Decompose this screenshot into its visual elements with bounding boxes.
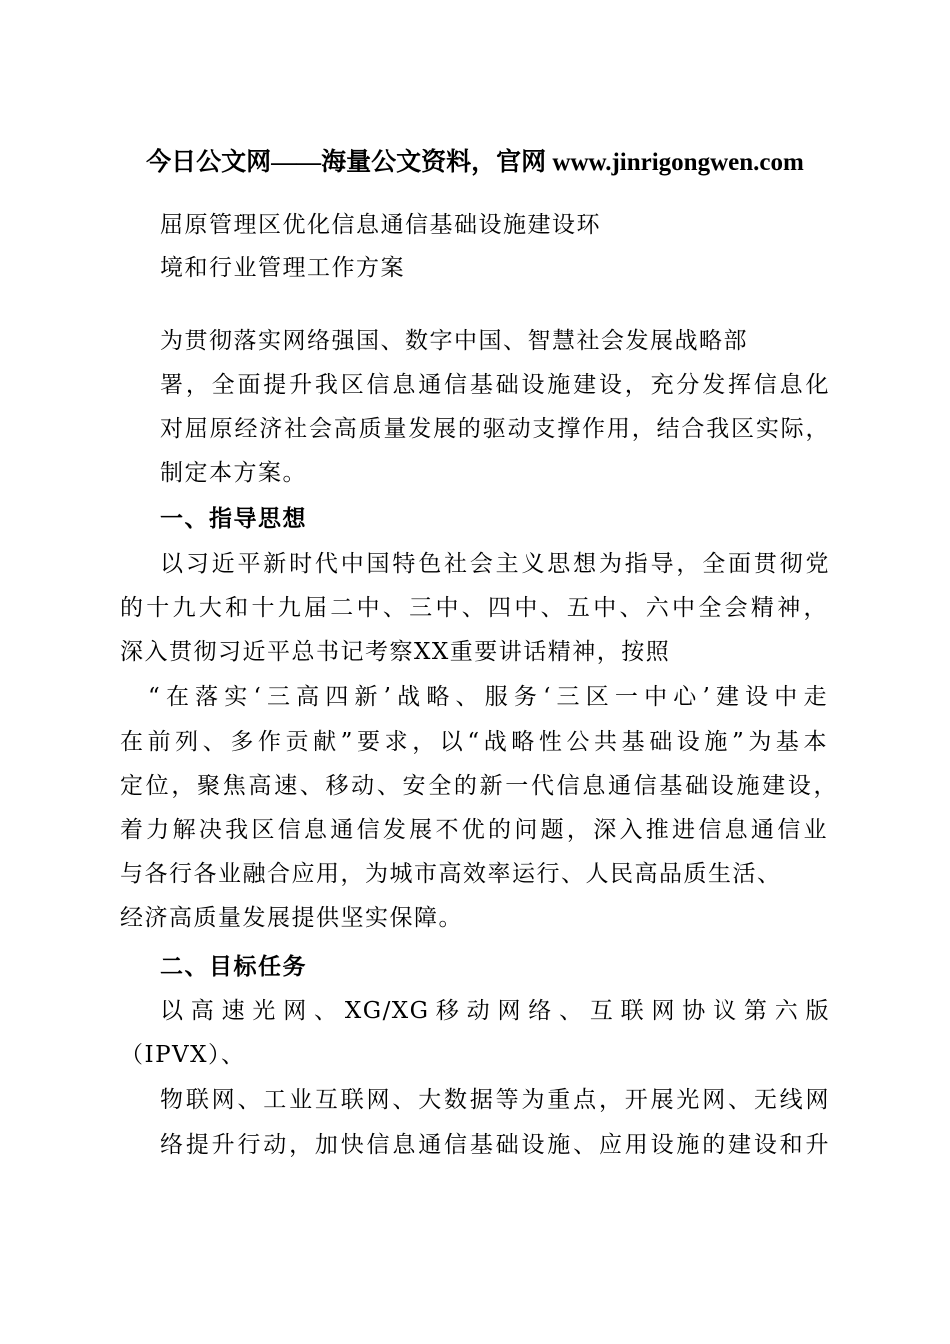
paragraph-line: “在落实‘三高四新’战略、服务‘三区一中心’建设中走 <box>148 684 828 710</box>
paragraph-line: 以高速光网、XG/XG移动网络、互联网协议第六版 <box>160 998 830 1024</box>
paragraph-line: 定位，聚焦高速、移动、安全的新一代信息通信基础设施建设， <box>120 773 838 799</box>
paragraph-line: 物联网、工业互联网、大数据等为重点，开展光网、无线网 <box>160 1087 830 1113</box>
paragraph-line: 制定本方案。 <box>160 460 307 486</box>
paragraph-line: 署，全面提升我区信息通信基础设施建设，充分发挥信息化 <box>160 372 830 398</box>
paragraph-line: 络提升行动，加快信息通信基础设施、应用设施的建设和升 <box>160 1132 830 1158</box>
paragraph-line: 在前列、多作贡献”要求，以“战略性公共基础设施”为基本 <box>120 729 828 755</box>
doc-title-line: 境和行业管理工作方案 <box>160 255 405 281</box>
paragraph-line: （IPVX）、 <box>120 1042 246 1068</box>
paragraph-line: 经济高质量发展提供坚实保障。 <box>120 905 463 931</box>
paragraph-line: 以习近平新时代中国特色社会主义思想为指导，全面贯彻党 <box>160 551 830 577</box>
paragraph-line: 深入贯彻习近平总书记考察XX重要讲话精神，按照 <box>120 639 671 665</box>
section-heading: 二、目标任务 <box>160 954 307 980</box>
doc-title-line: 屈原管理区优化信息通信基础设施建设环 <box>160 212 601 238</box>
paragraph-line: 的十九大和十九届二中、三中、四中、五中、六中全会精神， <box>120 595 828 621</box>
paragraph-line: 对屈原经济社会高质量发展的驱动支撑作用，结合我区实际， <box>160 416 830 442</box>
paragraph-line: 与各行各业融合应用，为城市高效率运行、人民高品质生活、 <box>120 861 782 887</box>
section-heading: 一、指导思想 <box>160 506 307 532</box>
site-header: 今日公文网——海量公文资料，官网 www.jinrigongwen.com <box>146 149 804 176</box>
paragraph-line: 着力解决我区信息通信发展不优的问题，深入推进信息通信业 <box>120 817 828 843</box>
paragraph-line: 为贯彻落实网络强国、数字中国、智慧社会发展战略部 <box>160 328 748 354</box>
